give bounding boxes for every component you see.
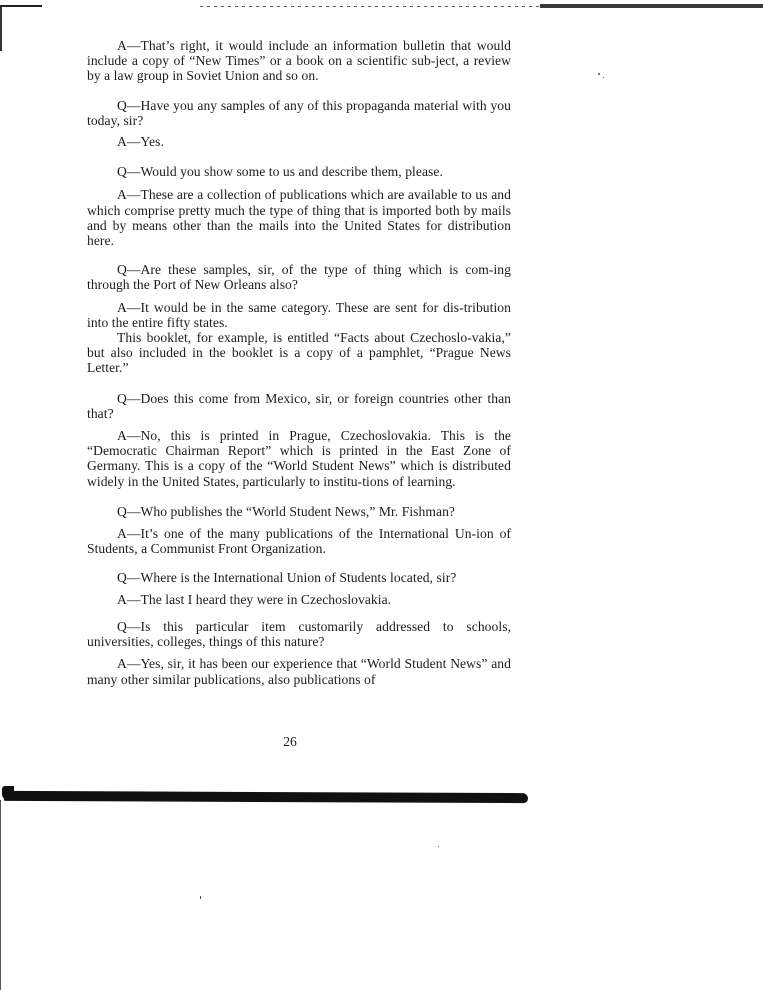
paragraph-15: Q—Is this particular item customarily addressed to schools, universities, colleges, things of this nature? (87, 618, 511, 650)
paragraph-7: A—It would be in the same category. These are sent for dis-tribution into the entire fifty states. (87, 299, 511, 330)
paragraph-6: Q—Are these samples, sir, of the type of thing which is com-ing through the Port of New Orleans also? (87, 262, 511, 293)
paragraph-14: A—The last I heard they were in Czechoslovakia. (117, 591, 392, 607)
scan-top-bar (540, 4, 763, 8)
scan-left-edge-lower (0, 800, 1, 990)
paragraph-10: A—No, this is printed in Prague, Czechoslovakia. This is the “Democratic Chairman Report” which is printed in the East Zone of Germany. This is a copy of the “World Student News” which is distributed widely in the United States, particularly to institu-tions of learning. (87, 428, 511, 489)
page-text-column (87, 38, 511, 687)
page-number: 26 (283, 734, 297, 749)
scan-speck (603, 77, 604, 78)
paragraph-13: Q—Where is the International Union of Students located, sir? (117, 570, 457, 586)
paragraph-16: A—Yes, sir, it has been our experience that “World Student News” and many other similar publications, also publications of (87, 656, 511, 687)
paragraph-4: Q—Would you show some to us and describe them, please. (117, 164, 443, 180)
scan-dash-mark (200, 6, 540, 7)
scan-speck (438, 846, 439, 847)
paragraph-2: Q—Have you any samples of any of this propaganda material with you today, sir? (87, 97, 511, 128)
scan-left-edge (0, 7, 2, 51)
paragraph-9: Q—Does this come from Mexico, sir, or foreign countries other than that? (87, 390, 511, 421)
bottom-rule (4, 791, 528, 803)
paragraph-11: Q—Who publishes the “World Student News,” Mr. Fishman? (117, 503, 456, 519)
scan-edge-mark (0, 5, 42, 7)
paragraph-1: A—That’s right, it would include an information bulletin that would include a copy of “New Times” or a book on a scientific sub-ject, a review by a law group in Soviet Union and so on. (87, 38, 511, 84)
paragraph-8: This booklet, for example, is entitled “Facts about Czechoslo-vakia,” but also included in the booklet is a copy of a pamphlet, “Prague News Letter.” (87, 330, 511, 376)
paragraph-3: A—Yes. (117, 134, 164, 150)
paragraph-5: A—These are a collection of publications which are available to us and which comprise pretty much the type of thing that is imported both by mails and by means other than the mails into the United States for distribution here. (87, 187, 511, 249)
scan-speck (598, 73, 600, 75)
scan-speck (200, 896, 201, 899)
paragraph-12: A—It’s one of the many publications of the International Un-ion of Students, a Communist Front Organization. (87, 526, 511, 557)
